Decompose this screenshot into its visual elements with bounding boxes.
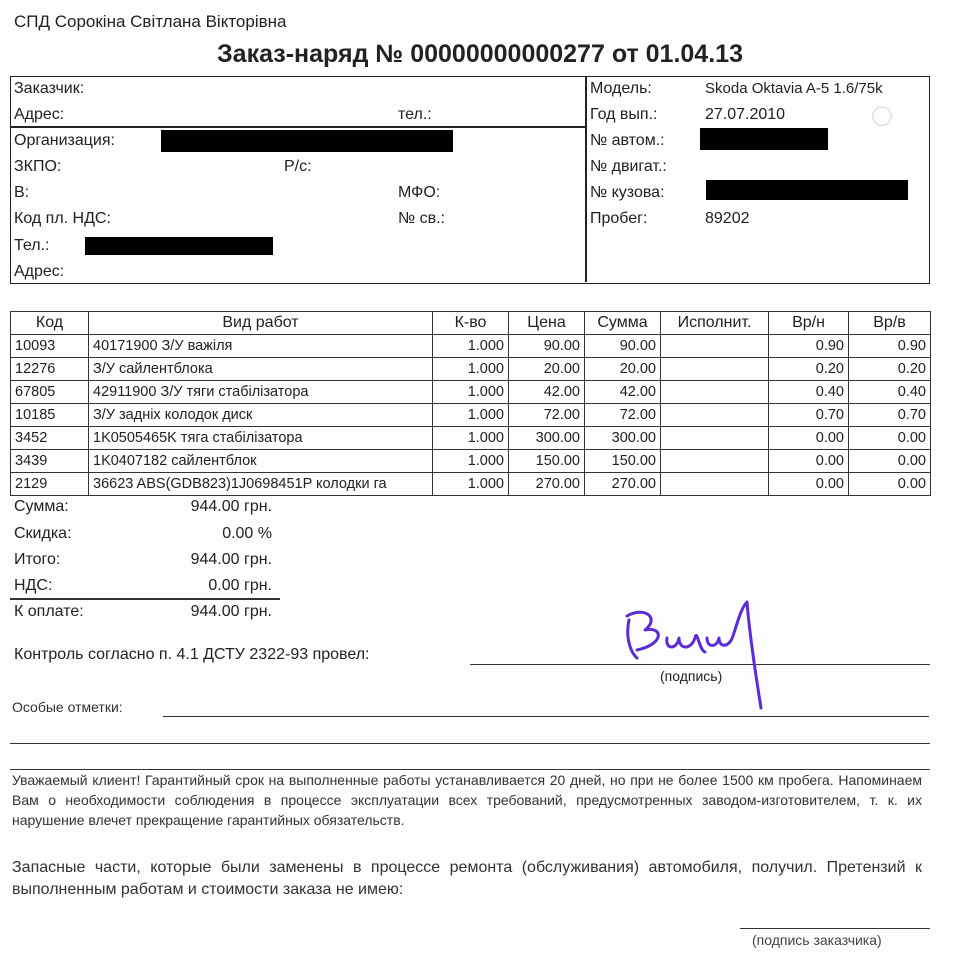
model-label: Модель: xyxy=(590,80,652,97)
cell-norm-time: 0.00 xyxy=(769,473,849,496)
cell-qty: 1.000 xyxy=(433,381,509,404)
cell-code: 3439 xyxy=(11,450,89,473)
sum-label: Сумма: xyxy=(14,498,69,515)
cell-sum: 270.00 xyxy=(585,473,661,496)
cell-sum: 42.00 xyxy=(585,381,661,404)
receipt-paragraph: Запасные части, которые были заменены в процессе ремонта (обслуживания) автомобиля, получил. Претензий к выполненным работам и стоимости заказа не имею: xyxy=(12,859,922,898)
year-value: 27.07.2010 xyxy=(705,106,786,123)
cell-executor xyxy=(661,450,769,473)
stamp-mark: ○ xyxy=(864,96,899,134)
redacted-phone xyxy=(85,237,273,255)
cell-executor xyxy=(661,473,769,496)
cell-work: 1K0505465K тяга стабілізатора xyxy=(89,427,433,450)
col-sum-header: Сумма xyxy=(585,312,661,335)
works-table xyxy=(10,311,931,496)
cell-norm-time: 0.20 xyxy=(769,358,849,381)
zkpo-label: ЗКПО: xyxy=(14,158,62,175)
mfo-label: МФО: xyxy=(398,184,441,201)
table-row xyxy=(11,404,931,427)
table-row xyxy=(11,427,931,450)
address-label: Адрес: xyxy=(14,106,65,123)
total-value: 944.00 грн. xyxy=(190,551,272,568)
cell-price: 300.00 xyxy=(509,427,585,450)
cell-work: 42911900 З/У тяги стабілізатора xyxy=(89,381,433,404)
engine-label: № двигат.: xyxy=(590,158,667,175)
vat-label: НДС: xyxy=(14,577,53,594)
customer-phone-label: Тел.: xyxy=(14,237,50,254)
document-title: Заказ-наряд № 00000000000277 от 01.04.13 xyxy=(217,40,743,68)
mileage-value: 89202 xyxy=(705,210,750,227)
cell-price: 20.00 xyxy=(509,358,585,381)
company-name: СПД Сорокіна Світлана Вікторівна xyxy=(14,12,287,31)
cell-price: 42.00 xyxy=(509,381,585,404)
cell-work: 1K0407182 сайлентблок xyxy=(89,450,433,473)
redacted-vin xyxy=(706,180,908,200)
cell-sum: 72.00 xyxy=(585,404,661,427)
table-row xyxy=(11,450,931,473)
organization-label: Организация: xyxy=(14,132,115,149)
cell-norm-time: 0.00 xyxy=(769,427,849,450)
cell-code: 10093 xyxy=(11,335,89,358)
customer-signature-line xyxy=(740,928,930,929)
cell-sum: 20.00 xyxy=(585,358,661,381)
cell-qty: 1.000 xyxy=(433,358,509,381)
cell-executor xyxy=(661,358,769,381)
table-row xyxy=(11,335,931,358)
cell-work: 36623 ABS(GDB823)1J0698451P колодки га xyxy=(89,473,433,496)
cell-executor xyxy=(661,404,769,427)
discount-label: Скидка: xyxy=(14,525,72,542)
certificate-label: № св.: xyxy=(398,210,445,227)
model-value: Skoda Oktavia A-5 1.6/75k xyxy=(705,80,883,97)
notes-line-1 xyxy=(163,716,929,717)
col-qty-header: К-во xyxy=(433,312,509,335)
cell-norm-time: 0.90 xyxy=(769,335,849,358)
cell-work: 40171900 З/У важіля xyxy=(89,335,433,358)
col-code-header: Код xyxy=(11,312,89,335)
cell-price: 90.00 xyxy=(509,335,585,358)
cell-code: 12276 xyxy=(11,358,89,381)
mileage-label: Пробег: xyxy=(590,210,648,227)
customer-signature-caption: (подпись заказчика) xyxy=(752,932,882,948)
cell-actual-time: 0.40 xyxy=(849,381,931,404)
cell-code: 10185 xyxy=(11,404,89,427)
account-label: Р/с: xyxy=(284,158,312,175)
sum-value: 944.00 грн. xyxy=(190,498,272,515)
col-actual-time-header: Вр/в xyxy=(849,312,931,335)
cell-actual-time: 0.20 xyxy=(849,358,931,381)
col-work-header: Вид работ xyxy=(89,312,433,335)
cell-code: 67805 xyxy=(11,381,89,404)
warranty-paragraph: Уважаемый клиент! Гарантийный срок на выполненные работы устанавливается 20 дней, но при не более 1500 км пробега. Напоминаем Вам о необходимости соблюдения в процессе эксплуатации всех требований, предусмотренных заводом-изготовителем, т. к. их нарушение влечет прекращение гарантийных обязательств. xyxy=(12,772,922,828)
cell-norm-time: 0.40 xyxy=(769,381,849,404)
notes-line-2 xyxy=(10,743,930,744)
redacted-plate xyxy=(700,128,828,150)
table-row xyxy=(11,473,931,496)
cell-sum: 300.00 xyxy=(585,427,661,450)
info-box-divider xyxy=(585,77,587,282)
plate-label: № автом.: xyxy=(590,132,665,149)
cell-qty: 1.000 xyxy=(433,427,509,450)
cell-actual-time: 0.70 xyxy=(849,404,931,427)
bank-label: В: xyxy=(14,184,30,201)
cell-executor xyxy=(661,427,769,450)
totals-underline xyxy=(10,598,280,600)
cell-actual-time: 0.00 xyxy=(849,450,931,473)
cell-actual-time: 0.90 xyxy=(849,335,931,358)
cell-price: 72.00 xyxy=(509,404,585,427)
cell-work: З/У сайлентблока xyxy=(89,358,433,381)
cell-executor xyxy=(661,335,769,358)
customer-label: Заказчик: xyxy=(14,80,85,97)
pay-label: К оплате: xyxy=(14,603,84,620)
redacted-organization xyxy=(161,130,453,152)
cell-code: 2129 xyxy=(11,473,89,496)
cell-price: 150.00 xyxy=(509,450,585,473)
cell-qty: 1.000 xyxy=(433,450,509,473)
cell-sum: 150.00 xyxy=(585,450,661,473)
col-price-header: Цена xyxy=(509,312,585,335)
cell-actual-time: 0.00 xyxy=(849,473,931,496)
pay-value: 944.00 грн. xyxy=(190,603,272,620)
vat-value: 0.00 грн. xyxy=(208,577,272,594)
cell-norm-time: 0.00 xyxy=(769,450,849,473)
table-row xyxy=(11,358,931,381)
table-row xyxy=(11,381,931,404)
col-norm-time-header: Вр/н xyxy=(769,312,849,335)
discount-value: 0.00 % xyxy=(222,525,272,542)
notes-label: Особые отметки: xyxy=(12,699,123,715)
info-box-row-separator xyxy=(11,126,585,128)
customer-address-label: Адрес: xyxy=(14,263,65,280)
phone-label: тел.: xyxy=(398,106,432,123)
cell-executor xyxy=(661,381,769,404)
cell-sum: 90.00 xyxy=(585,335,661,358)
cell-qty: 1.000 xyxy=(433,473,509,496)
cell-norm-time: 0.70 xyxy=(769,404,849,427)
cell-qty: 1.000 xyxy=(433,335,509,358)
vat-code-label: Код пл. НДС: xyxy=(14,210,111,227)
year-label: Год вып.: xyxy=(590,106,658,123)
cell-qty: 1.000 xyxy=(433,404,509,427)
cell-work: З/У задніх колодок диск xyxy=(89,404,433,427)
total-label: Итого: xyxy=(14,551,61,568)
col-executor-header: Исполнит. xyxy=(661,312,769,335)
control-text: Контроль согласно п. 4.1 ДСТУ 2322-93 провел: xyxy=(14,646,370,663)
cell-code: 3452 xyxy=(11,427,89,450)
control-signature-caption: (подпись) xyxy=(660,668,723,684)
cell-actual-time: 0.00 xyxy=(849,427,931,450)
cell-price: 270.00 xyxy=(509,473,585,496)
table-header-row xyxy=(11,312,931,335)
handwritten-signature xyxy=(615,598,785,713)
body-label: № кузова: xyxy=(590,184,665,201)
